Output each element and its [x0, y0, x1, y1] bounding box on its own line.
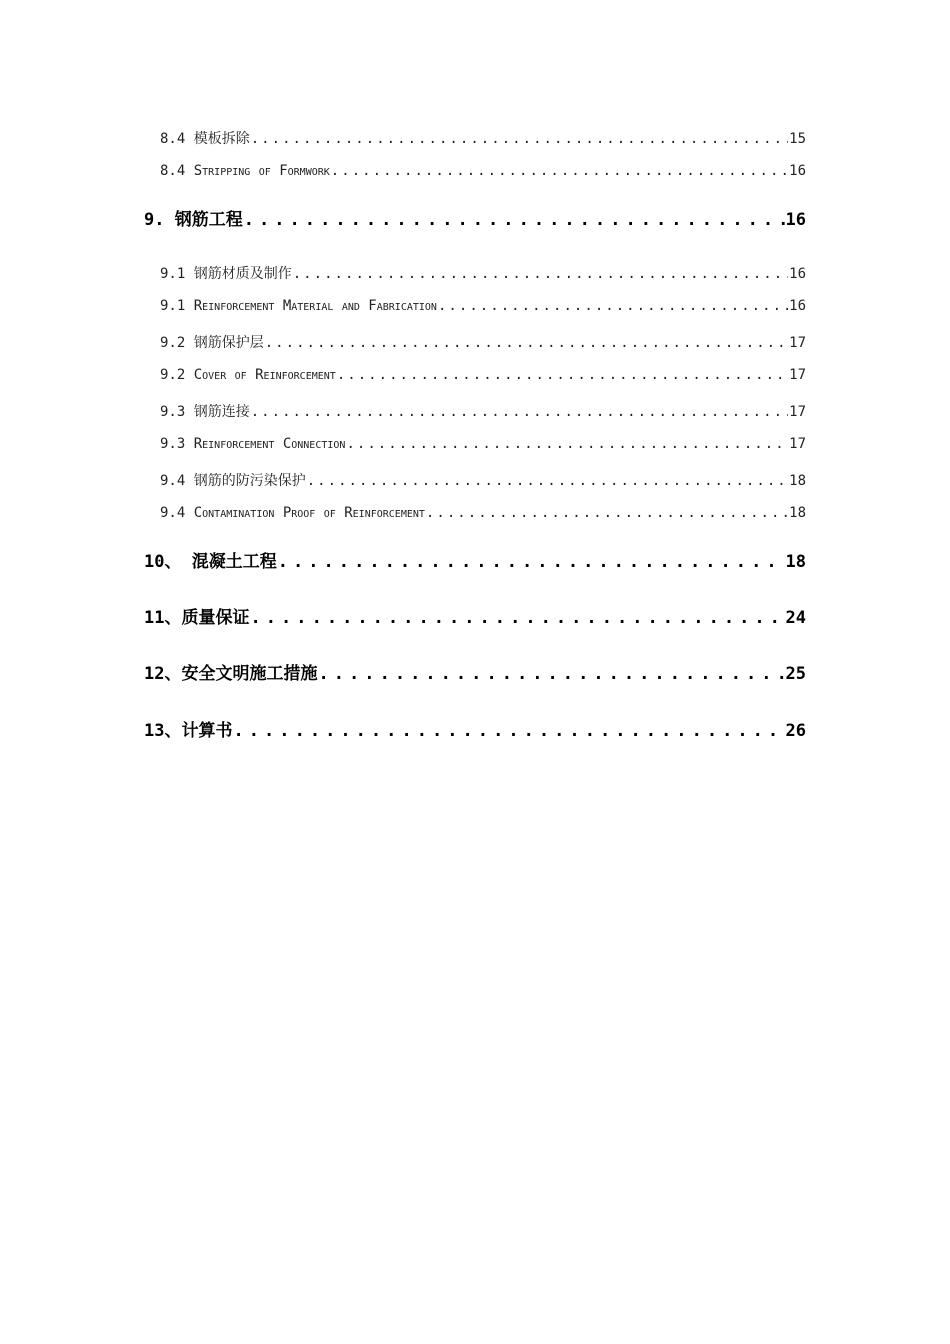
toc-entry-9-1-en[interactable] [144, 298, 806, 314]
toc-entry-label: 9.4 Contamination Proof of Reinforcement [160, 505, 425, 521]
toc-entry-page: 18 [785, 552, 806, 572]
toc-entry-page: 17 [789, 436, 806, 452]
toc-entry-label: 9.1 Reinforcement Material and Fabrication [160, 298, 437, 314]
toc-entry-13[interactable] [144, 716, 806, 741]
toc-entry-page: 16 [785, 210, 806, 230]
toc-entry-label: 9. 钢筋工程 [144, 210, 243, 230]
dot-leader [331, 163, 788, 179]
toc-entry-label: 11、质量保证 [144, 608, 250, 628]
toc-entry-9-4-en[interactable] [144, 505, 806, 521]
toc-entry-label: 9.2 钢筋保护层 [160, 335, 264, 351]
dot-leader [278, 552, 785, 572]
dot-leader [337, 367, 788, 383]
toc-entry-page: 17 [789, 404, 806, 420]
toc-entry-10[interactable] [144, 547, 806, 572]
toc-entry-label: 9.3 Reinforcement Connection [160, 436, 346, 452]
toc-entry-8-4-cn[interactable] [144, 128, 806, 148]
dot-leader [265, 335, 788, 351]
toc-entry-page: 26 [785, 721, 806, 741]
toc-entry-9-1-cn[interactable] [144, 263, 806, 283]
dot-leader [318, 664, 784, 684]
toc-entry-page: 17 [789, 335, 806, 351]
toc-entry-page: 25 [785, 664, 806, 684]
dot-leader [251, 404, 788, 420]
dot-leader [293, 266, 788, 282]
toc-entry-page: 16 [789, 163, 806, 179]
dot-leader [233, 721, 784, 741]
toc-entry-9-3-en[interactable] [144, 436, 806, 452]
toc-entry-label: 9.2 Cover of Reinforcement [160, 367, 336, 383]
toc-entry-page: 15 [789, 131, 806, 147]
toc-entry-page: 17 [789, 367, 806, 383]
dot-leader [438, 298, 788, 314]
dot-leader [251, 131, 788, 147]
dot-leader [426, 505, 788, 521]
toc-entry-label: 9.1 钢筋材质及制作 [160, 266, 292, 282]
toc-entry-9[interactable] [144, 205, 806, 230]
toc-entry-9-4-cn[interactable] [144, 470, 806, 490]
toc-entry-12[interactable] [144, 659, 806, 684]
toc-entry-page: 18 [789, 473, 806, 489]
toc-entry-page: 24 [785, 608, 806, 628]
toc-entry-9-3-cn[interactable] [144, 401, 806, 421]
toc-entry-label: 10、 混凝土工程 [144, 552, 277, 572]
dot-leader [307, 473, 788, 489]
toc-entry-page: 16 [789, 266, 806, 282]
toc-entry-9-2-cn[interactable] [144, 332, 806, 352]
toc-entry-label: 8.4 模板拆除 [160, 131, 250, 147]
dot-leader [250, 608, 784, 628]
toc-entry-8-4-en[interactable] [144, 163, 806, 179]
dot-leader [244, 210, 785, 230]
toc-entry-label: 8.4 Stripping of Formwork [160, 163, 330, 179]
toc-entry-page: 18 [789, 505, 806, 521]
toc-entry-11[interactable] [144, 603, 806, 628]
toc-entry-label: 12、安全文明施工措施 [144, 664, 318, 684]
toc-entry-9-2-en[interactable] [144, 367, 806, 383]
toc-entry-label: 9.4 钢筋的防污染保护 [160, 473, 306, 489]
toc-entry-label: 9.3 钢筋连接 [160, 404, 250, 420]
dot-leader [346, 436, 788, 452]
toc-entry-page: 16 [789, 298, 806, 314]
toc-entry-label: 13、计算书 [144, 721, 233, 741]
